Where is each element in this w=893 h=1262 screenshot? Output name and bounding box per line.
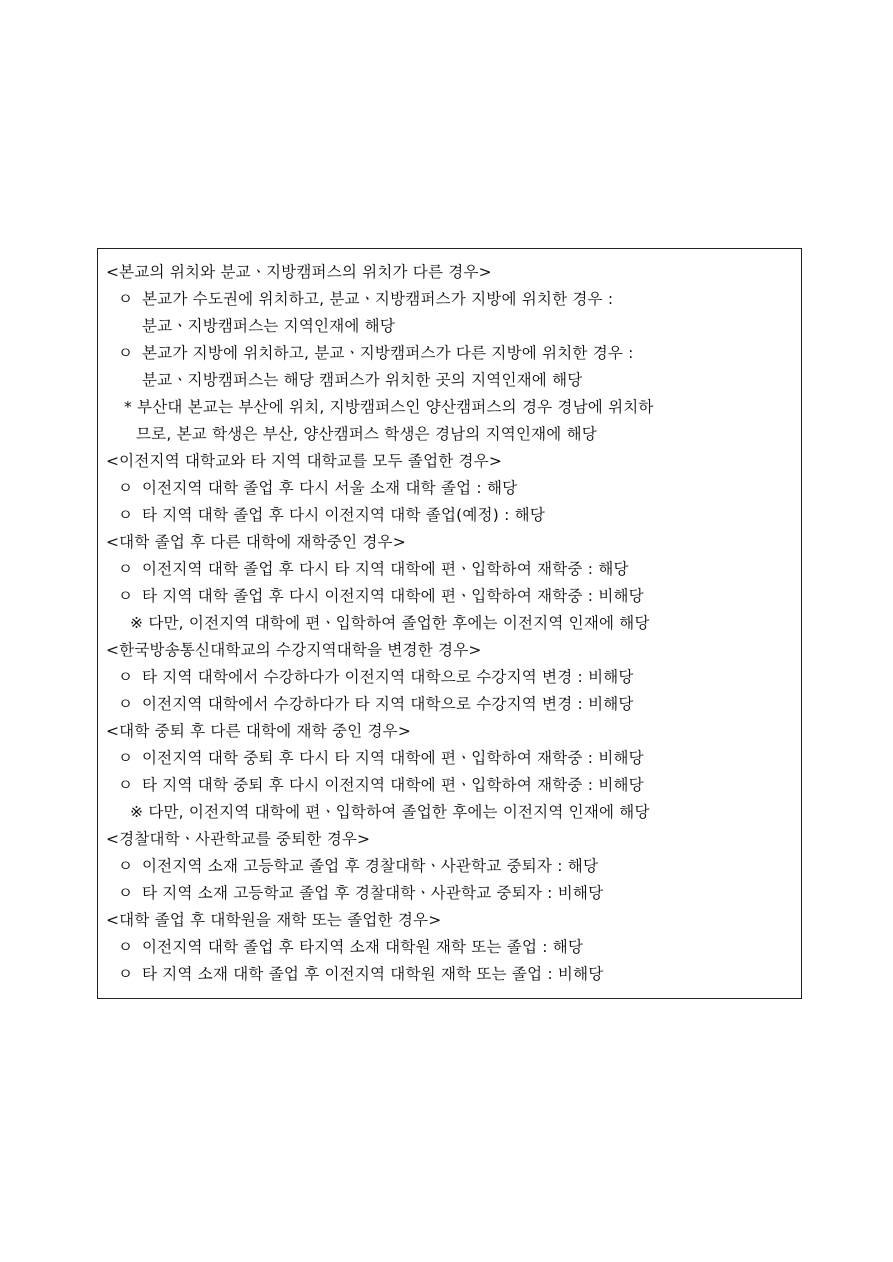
footnote: * 부산대 본교는 부산에 위치, 지방캠퍼스인 양산캠퍼스의 경우 경남에 위치하 — [124, 398, 654, 416]
list-item — [106, 664, 801, 691]
list-item-text: 타 지역 대학 졸업 후 다시 이전지역 대학 졸업(예정) : 해당 — [142, 506, 545, 524]
section-heading: <경찰대학ㆍ사관학교를 중퇴한 경우> — [106, 830, 371, 848]
section-heading: <이전지역 대학교와 타 지역 대학교를 모두 졸업한 경우> — [106, 452, 503, 470]
list-item-text: 타 지역 대학 졸업 후 다시 이전지역 대학에 편ㆍ입학하여 재학중 : 비해당 — [142, 587, 644, 605]
bullet-icon: ㅇ — [118, 749, 134, 767]
list-item — [106, 286, 801, 313]
section-heading: <본교의 위치와 분교ㆍ지방캠퍼스의 위치가 다른 경우> — [106, 263, 492, 281]
list-item-text: 이전지역 대학 졸업 후 다시 서울 소재 대학 졸업 : 해당 — [142, 479, 518, 497]
list-item — [106, 880, 801, 907]
footnote: ※ 다만, 이전지역 대학에 편ㆍ입학하여 졸업한 후에는 이전지역 인재에 해당 — [130, 803, 650, 821]
bullet-icon: ㅇ — [118, 938, 134, 956]
list-item-text: 이전지역 대학 졸업 후 타지역 소재 대학원 재학 또는 졸업 : 해당 — [142, 938, 584, 956]
list-item-text: 이전지역 대학 중퇴 후 다시 타 지역 대학에 편ㆍ입학하여 재학중 : 비해당 — [142, 749, 644, 767]
list-item-text: 본교가 수도권에 위치하고, 분교ㆍ지방캠퍼스가 지방에 위치한 경우 : — [142, 290, 614, 308]
list-item-text: 타 지역 소재 고등학교 졸업 후 경찰대학ㆍ사관학교 중퇴자 : 비해당 — [142, 884, 604, 902]
list-item-text: 본교가 지방에 위치하고, 분교ㆍ지방캠퍼스가 다른 지방에 위치한 경우 : — [142, 344, 634, 362]
section-heading: <한국방송통신대학교의 수강지역대학을 변경한 경우> — [106, 641, 482, 659]
list-item — [106, 772, 801, 799]
list-item — [106, 691, 801, 718]
list-item — [106, 583, 801, 610]
list-item-continuation: 분교ㆍ지방캠퍼스는 지역인재에 해당 — [142, 317, 396, 335]
list-item-continuation: 분교ㆍ지방캠퍼스는 해당 캠퍼스가 위치한 곳의 지역인재에 해당 — [142, 371, 583, 389]
bullet-icon: ㅇ — [118, 560, 134, 578]
list-item — [106, 934, 801, 961]
bullet-icon: ㅇ — [118, 506, 134, 524]
bullet-icon: ㅇ — [118, 668, 134, 686]
list-item-text: 이전지역 대학에서 수강하다가 타 지역 대학으로 수강지역 변경 : 비해당 — [142, 695, 634, 713]
section-heading: <대학 졸업 후 대학원을 재학 또는 졸업한 경우> — [106, 911, 442, 929]
content-box — [97, 248, 802, 999]
bullet-icon: ㅇ — [118, 290, 134, 308]
list-item — [106, 340, 801, 367]
bullet-icon: ㅇ — [118, 884, 134, 902]
footnote: ※ 다만, 이전지역 대학에 편ㆍ입학하여 졸업한 후에는 이전지역 인재에 해당 — [130, 614, 650, 632]
bullet-icon: ㅇ — [118, 479, 134, 497]
list-item — [106, 556, 801, 583]
list-item — [106, 745, 801, 772]
list-item-text: 이전지역 소재 고등학교 졸업 후 경찰대학ㆍ사관학교 중퇴자 : 해당 — [142, 857, 599, 875]
footnote-continuation: 므로, 본교 학생은 부산, 양산캠퍼스 학생은 경남의 지역인재에 해당 — [136, 425, 597, 443]
list-item — [106, 502, 801, 529]
list-item-text: 이전지역 대학 졸업 후 다시 타 지역 대학에 편ㆍ입학하여 재학중 : 해당 — [142, 560, 629, 578]
bullet-icon: ㅇ — [118, 857, 134, 875]
bullet-icon: ㅇ — [118, 965, 134, 983]
section-heading: <대학 졸업 후 다른 대학에 재학중인 경우> — [106, 533, 406, 551]
bullet-icon: ㅇ — [118, 695, 134, 713]
bullet-icon: ㅇ — [118, 344, 134, 362]
list-item — [106, 961, 801, 988]
list-item-text: 타 지역 대학 중퇴 후 다시 이전지역 대학에 편ㆍ입학하여 재학중 : 비해당 — [142, 776, 644, 794]
section-heading: <대학 중퇴 후 다른 대학에 재학 중인 경우> — [106, 722, 412, 740]
list-item-text: 타 지역 소재 대학 졸업 후 이전지역 대학원 재학 또는 졸업 : 비해당 — [142, 965, 604, 983]
bullet-icon: ㅇ — [118, 776, 134, 794]
bullet-icon: ㅇ — [118, 587, 134, 605]
list-item — [106, 475, 801, 502]
list-item-text: 타 지역 대학에서 수강하다가 이전지역 대학으로 수강지역 변경 : 비해당 — [142, 668, 634, 686]
list-item — [106, 853, 801, 880]
